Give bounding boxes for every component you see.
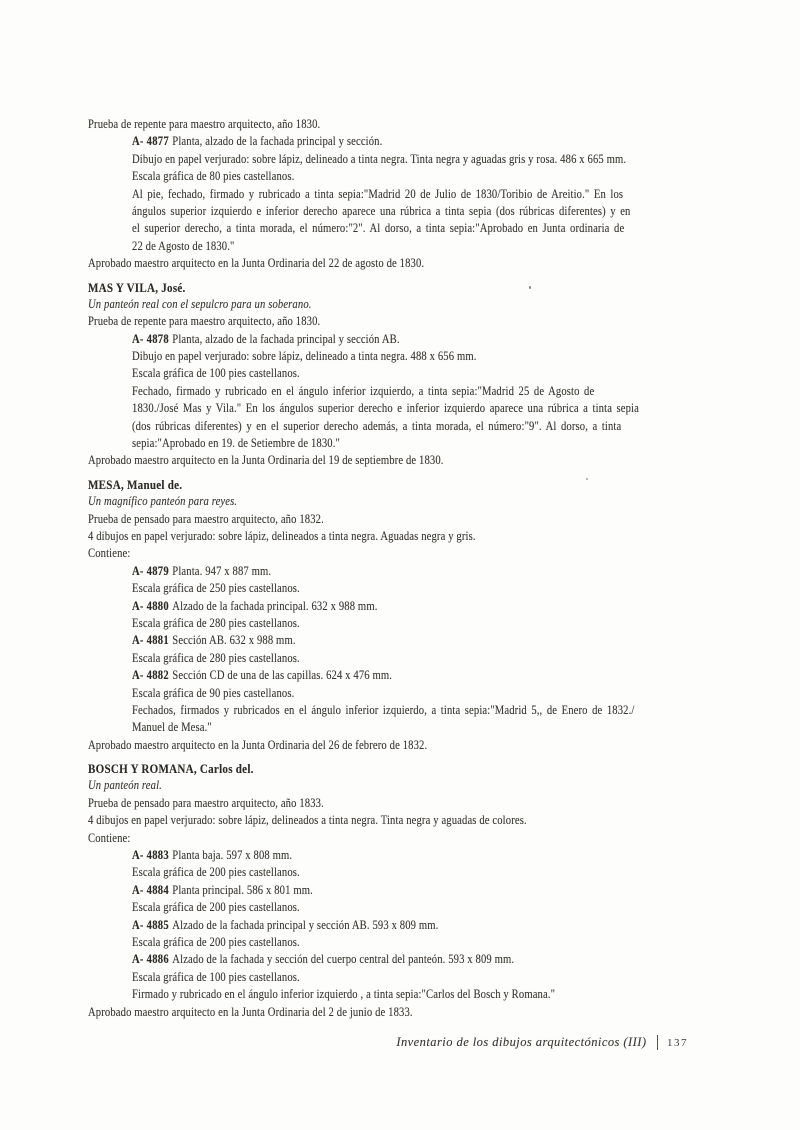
- line-text: Un panteón real con el sepulcro para un soberano.: [88, 296, 312, 311]
- line-text: el superior derecho, a tinta morada, el número:"2". Al dorso, a tinta sepia:"Aprobado en Junta ordinaria de: [132, 221, 625, 236]
- catalog-line: [88, 1005, 710, 1022]
- line-text: 4 dibujos en papel verjurado: sobre lápiz, delineados a tinta negra. Tinta negra y aguadas de colores.: [88, 813, 527, 828]
- line-text: A- 4879 Planta. 947 x 887 mm.: [132, 563, 272, 578]
- catalog-line: [88, 297, 710, 314]
- line-text: Un magnífico panteón para reyes.: [88, 494, 238, 509]
- catalog-item-line: [88, 564, 710, 581]
- catalog-item-line: [88, 883, 710, 900]
- catalog-line: [88, 970, 710, 987]
- line-text: 4 dibujos en papel verjurado: sobre lápiz, delineados a tinta negra. Aguadas negra y gris.: [88, 528, 476, 543]
- line-text: Fechados, firmados y rubricados en el ángulo inferior izquierdo, a tinta sepia:"Madrid 5,, de Enero de 1832./: [132, 702, 635, 717]
- line-text: Aprobado maestro arquitecto en la Junta Ordinaria del 19 de septiembre de 1830.: [88, 453, 444, 468]
- catalog-line: [88, 187, 710, 204]
- catalog-section: [88, 280, 710, 471]
- item-number: A- 4886: [132, 952, 169, 967]
- catalog-line: [88, 546, 710, 563]
- catalog-item-line: [88, 332, 710, 349]
- line-text: A- 4880 Alzado de la fachada principal. 632 x 988 mm.: [132, 598, 378, 613]
- catalog-line: [88, 529, 710, 546]
- catalog-item-line: [88, 633, 710, 650]
- item-number: A- 4882: [132, 668, 169, 683]
- catalog-line: [88, 419, 710, 436]
- line-text: Un panteón real.: [88, 778, 162, 793]
- catalog-section: [88, 477, 710, 755]
- line-text: A- 4877 Planta, alzado de la fachada principal y sección.: [132, 134, 383, 149]
- catalog-line: [88, 477, 710, 494]
- catalog-line: [88, 935, 710, 952]
- item-number: A- 4879: [132, 563, 169, 578]
- line-text: Contiene:: [88, 546, 131, 561]
- item-number: A- 4880: [132, 598, 169, 613]
- catalog-line: [88, 117, 710, 134]
- catalog-item-line: [88, 952, 710, 969]
- line-text: Prueba de pensado para maestro arquitecto, año 1832.: [88, 511, 324, 526]
- line-text: BOSCH Y ROMANA, Carlos del.: [88, 761, 254, 777]
- catalog-section: [88, 117, 710, 274]
- line-text: Prueba de repente para maestro arquitecto, año 1830.: [88, 314, 321, 329]
- catalog-line: [88, 401, 710, 418]
- catalog-item-line: [88, 599, 710, 616]
- catalog-line: [88, 796, 710, 813]
- line-text: Firmado y rubricado en el ángulo inferior izquierdo , a tinta sepia:"Carlos del Bosch y Romana.": [132, 987, 556, 1002]
- line-text: Escala gráfica de 280 pies castellanos.: [132, 615, 300, 630]
- catalog-line: [88, 256, 710, 273]
- catalog-line: [88, 169, 710, 186]
- catalog-line: [88, 494, 710, 511]
- catalog-item-line: [88, 848, 710, 865]
- line-text: 22 de Agosto de 1830.": [132, 238, 235, 253]
- catalog-line: [88, 314, 710, 331]
- catalog-line: [88, 761, 710, 778]
- line-text: A- 4878 Planta, alzado de la fachada principal y sección AB.: [132, 331, 400, 346]
- line-text: Prueba de pensado para maestro arquitecto, año 1833.: [88, 795, 324, 810]
- line-text: Fechado, firmado y rubricado en el ángulo inferior izquierdo, a tinta sepia:"Madrid 25 de Agosto de: [132, 383, 595, 398]
- footer-journal-title: Inventario de los dibujos arquitectónicos (III): [396, 1035, 647, 1049]
- catalog-line: [88, 152, 710, 169]
- line-text: Contiene:: [88, 830, 131, 845]
- line-text: Aprobado maestro arquitecto en la Junta Ordinaria del 26 de febrero de 1832.: [88, 737, 428, 752]
- line-text: Escala gráfica de 280 pies castellanos.: [132, 650, 300, 665]
- catalog-line: [88, 349, 710, 366]
- item-number: A- 4883: [132, 848, 169, 863]
- footer-separator-bar: [657, 1035, 659, 1050]
- line-text: Al pie, fechado, firmado y rubricado a tinta sepia:"Madrid 20 de Julio de 1830/Toribio de Areitio." En los: [132, 186, 624, 201]
- catalog-line: [88, 280, 710, 297]
- line-text: Aprobado maestro arquitecto en la Junta Ordinaria del 22 de agosto de 1830.: [88, 256, 425, 271]
- catalog-line: [88, 204, 710, 221]
- line-text: Dibujo en papel verjurado: sobre lápiz, delineado a tinta negra. 488 x 656 mm.: [132, 349, 477, 364]
- item-number: A- 4881: [132, 633, 169, 648]
- catalog-line: [88, 738, 710, 755]
- item-number: A- 4878: [132, 331, 169, 346]
- item-number: A- 4884: [132, 882, 169, 897]
- catalog-line: [88, 581, 710, 598]
- catalog-line: [88, 239, 710, 256]
- footer-page-number: 137: [667, 1036, 688, 1049]
- line-text: A- 4882 Sección CD de una de las capillas. 624 x 476 mm.: [132, 668, 393, 683]
- line-text: Escala gráfica de 200 pies castellanos.: [132, 900, 300, 915]
- line-text: Escala gráfica de 250 pies castellanos.: [132, 581, 300, 596]
- catalog-line: [88, 900, 710, 917]
- catalog-line: [88, 703, 710, 720]
- line-text: Escala gráfica de 200 pies castellanos.: [132, 865, 300, 880]
- line-text: Manuel de Mesa.": [132, 720, 212, 735]
- line-text: Escala gráfica de 80 pies castellanos.: [132, 169, 295, 184]
- catalog-line: [88, 512, 710, 529]
- line-text: A- 4884 Planta principal. 586 x 801 mm.: [132, 882, 313, 897]
- catalog-item-line: [88, 918, 710, 935]
- catalog-line: [88, 651, 710, 668]
- line-text: Dibujo en papel verjurado: sobre lápiz, delineado a tinta negra. Tinta negra y aguadas gris y rosa. 486 x 665 mm.: [132, 151, 627, 166]
- scan-speck: [529, 286, 531, 289]
- catalog-item-line: [88, 668, 710, 685]
- catalog-line: [88, 453, 710, 470]
- line-text: Escala gráfica de 200 pies castellanos.: [132, 934, 300, 949]
- line-text: Prueba de repente para maestro arquitecto, año 1830.: [88, 117, 321, 131]
- catalog-line: [88, 720, 710, 737]
- line-text: A- 4885 Alzado de la fachada principal y sección AB. 593 x 809 mm.: [132, 917, 439, 932]
- catalog-line: [88, 221, 710, 238]
- catalog-line: [88, 778, 710, 795]
- catalog-line: [88, 831, 710, 848]
- line-text: (dos rúbricas diferentes) y en el superior derecho además, a tinta morada, el número:"9". Al dorso, a tinta: [132, 418, 622, 433]
- item-number: A- 4877: [132, 134, 169, 149]
- catalog-line: [88, 384, 710, 401]
- catalog: [88, 117, 710, 1022]
- catalog-line: [88, 616, 710, 633]
- catalog-line: [88, 865, 710, 882]
- line-text: Aprobado maestro arquitecto en la Junta Ordinaria del 2 de junio de 1833.: [88, 1004, 413, 1019]
- page-footer: [396, 1035, 688, 1050]
- scan-speck: [586, 478, 588, 480]
- line-text: Escala gráfica de 100 pies castellanos.: [132, 366, 300, 381]
- catalog-line: [88, 987, 710, 1004]
- catalog-line: [88, 436, 710, 453]
- line-text: ángulos superior izquierdo e inferior derecho aparece una rúbrica a tinta sepia (dos rúbricas diferentes) y en: [132, 203, 631, 218]
- line-text: Escala gráfica de 90 pies castellanos.: [132, 685, 295, 700]
- item-number: A- 4885: [132, 917, 169, 932]
- line-text: A- 4886 Alzado de la fachada y sección del cuerpo central del panteón. 593 x 809 mm.: [132, 952, 515, 967]
- line-text: sepia:"Aprobado en 19. de Setiembre de 1830.": [132, 436, 340, 451]
- catalog-section: [88, 761, 710, 1022]
- line-text: A- 4883 Planta baja. 597 x 808 mm.: [132, 848, 293, 863]
- line-text: A- 4881 Sección AB. 632 x 988 mm.: [132, 633, 296, 648]
- catalog-item-line: [88, 134, 710, 151]
- line-text: MESA, Manuel de.: [88, 476, 183, 492]
- catalog-line: [88, 686, 710, 703]
- line-text: 1830./José Mas y Vila." En los ángulos superior derecho e inferior izquierdo aparece una rúbrica a tinta sepia: [132, 401, 639, 416]
- line-text: Escala gráfica de 100 pies castellanos.: [132, 969, 300, 984]
- catalog-line: [88, 366, 710, 383]
- catalog-line: [88, 813, 710, 830]
- line-text: MAS Y VILA, José.: [88, 279, 186, 295]
